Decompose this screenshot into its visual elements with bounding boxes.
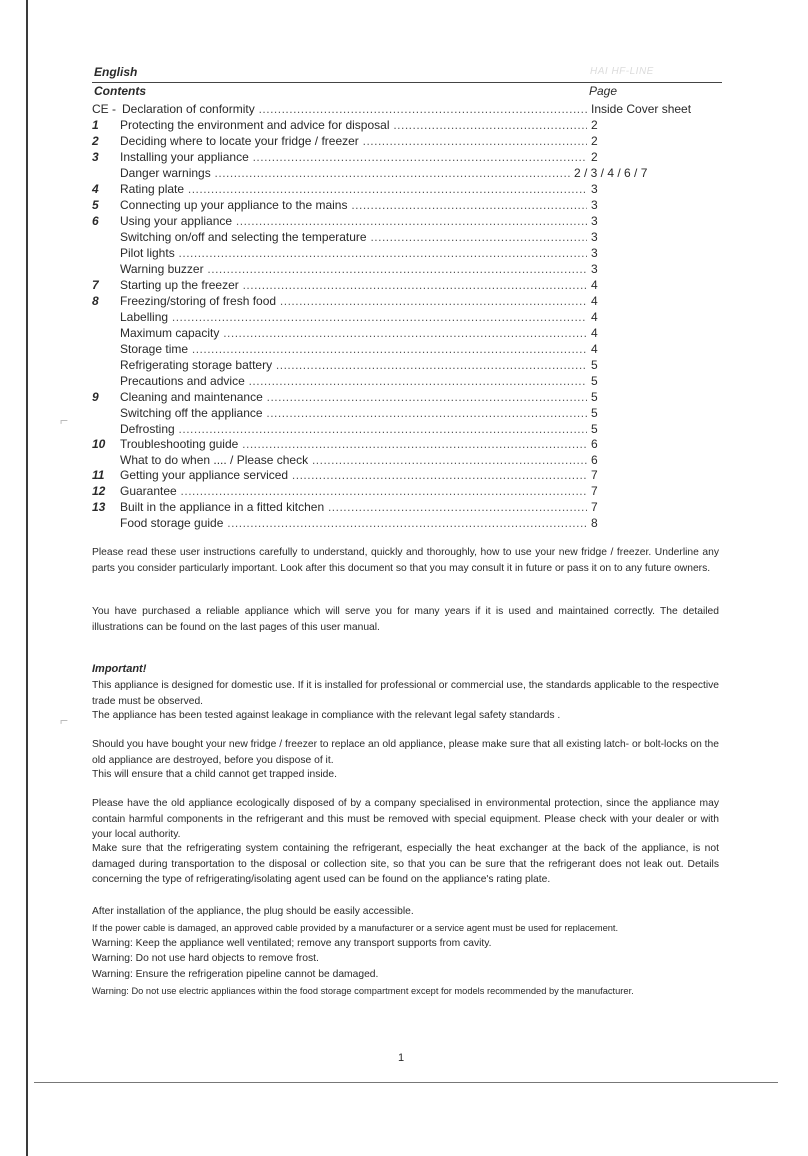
toc-entry-title: Food storage guide ..... bbox=[120, 515, 587, 531]
toc-entry bbox=[92, 325, 732, 341]
toc-entry-title: Switching off the appliance ..... bbox=[120, 405, 587, 421]
toc-entry-title: Cleaning and maintenance ..... bbox=[120, 389, 587, 405]
toc-entry bbox=[92, 229, 732, 245]
toc-entry-page: 4 bbox=[591, 278, 598, 292]
toc-entry-number: 6 bbox=[92, 214, 99, 228]
toc-entry-number: 3 bbox=[92, 150, 99, 164]
toc-entry-title: Rating plate ..... bbox=[120, 181, 587, 197]
toc-entry-page: 4 bbox=[591, 294, 598, 308]
toc-entry bbox=[92, 515, 732, 531]
toc-entry-number: 7 bbox=[92, 278, 99, 292]
toc-entry bbox=[92, 181, 732, 197]
brand-watermark: HAI HF-LINE bbox=[590, 66, 654, 77]
toc-entry-title: Getting your appliance serviced ..... bbox=[120, 467, 587, 483]
toc-entry-number: 4 bbox=[92, 182, 99, 196]
warning-power-cable: If the power cable is damaged, an approved cable provided by a manufacturer or a service agent must be used for replacement. bbox=[92, 923, 619, 933]
toc-entry-number: 9 bbox=[92, 390, 99, 404]
toc-entry bbox=[92, 341, 732, 357]
toc-entry-number: CE - bbox=[92, 102, 116, 116]
important-paragraph-4: Make sure that the refrigerating system containing the refrigerant, especially the heat exchanger at the back of the appliance, is not damaged during transportation to the disposal or collection site, so that you can be sure that the refrigerant does not leak out. Details concerning the type of refrigerating/isolating agent used can be found on the appliance's rating plate. bbox=[92, 843, 719, 885]
toc-entry bbox=[92, 389, 732, 405]
warning-electric-appliances: Warning: Do not use electric appliances within the food storage compartment except for models recommended by the manufacturer. bbox=[92, 986, 634, 996]
toc-entry-number: 12 bbox=[92, 484, 106, 498]
toc-entry-page: Inside Cover sheet bbox=[591, 102, 692, 116]
toc-entry-number: 10 bbox=[92, 437, 106, 451]
intro-paragraph-2: You have purchased a reliable appliance which will serve you for many years if it is used and maintained correctly. The detailed illustrations can be found on the last pages of this user manual. bbox=[92, 606, 719, 633]
important-paragraph-2b: This will ensure that a child cannot get trapped inside. bbox=[92, 769, 337, 780]
toc-entry bbox=[92, 499, 732, 515]
toc-entry bbox=[92, 133, 732, 149]
contents-heading: Contents bbox=[94, 84, 146, 98]
toc-entry bbox=[92, 101, 732, 117]
toc-entry-page: 7 bbox=[591, 484, 598, 498]
toc-entry-page: 5 bbox=[591, 374, 598, 388]
toc-entry-title: Storage time ..... bbox=[120, 341, 587, 357]
toc-entry-page: 7 bbox=[591, 468, 598, 482]
toc-entry-title: Switching on/off and selecting the temperature ..... bbox=[120, 229, 587, 245]
toc-entry bbox=[92, 293, 732, 309]
pencil-mark: ⌐ bbox=[60, 712, 69, 728]
toc-entry bbox=[92, 261, 732, 277]
toc-entry bbox=[92, 245, 732, 261]
toc-entry-number: 5 bbox=[92, 198, 99, 212]
toc-entry bbox=[92, 117, 732, 133]
toc-entry bbox=[92, 357, 732, 373]
toc-entry-title: Declaration of conformity ..... bbox=[122, 101, 587, 117]
toc-entry-page: 5 bbox=[591, 390, 598, 404]
toc-entry-title: Protecting the environment and advice for disposal ..... bbox=[120, 117, 587, 133]
toc-entry-title: Installing your appliance ..... bbox=[120, 149, 587, 165]
toc-entry-title: Labelling ..... bbox=[120, 309, 587, 325]
toc-entry-page: 3 bbox=[591, 262, 598, 276]
binding-edge-line bbox=[26, 0, 28, 1156]
toc-entry-page: 2 / 3 / 4 / 6 / 7 bbox=[574, 166, 648, 180]
toc-entry bbox=[92, 405, 732, 421]
toc-entry-title: Warning buzzer ..... bbox=[120, 261, 587, 277]
toc-entry-page: 3 bbox=[591, 182, 598, 196]
toc-entry-number: 2 bbox=[92, 134, 99, 148]
header-divider bbox=[92, 82, 722, 83]
toc-entry-page: 4 bbox=[591, 326, 598, 340]
language-label: English bbox=[94, 65, 138, 79]
toc-entry-page: 8 bbox=[591, 516, 598, 530]
footer-divider bbox=[34, 1082, 778, 1083]
toc-entry-title: Danger warnings ..... bbox=[120, 165, 570, 181]
toc-entry-title: Pilot lights ..... bbox=[120, 245, 587, 261]
toc-entry-page: 3 bbox=[591, 246, 598, 260]
toc-entry-page: 6 bbox=[591, 437, 598, 451]
toc-entry-number: 11 bbox=[92, 468, 105, 482]
toc-entry-page: 6 bbox=[591, 453, 598, 467]
warning-pipeline: Warning: Ensure the refrigeration pipeline cannot be damaged. bbox=[92, 969, 379, 980]
toc-entry bbox=[92, 452, 732, 468]
toc-entry bbox=[92, 309, 732, 325]
toc-entry-page: 3 bbox=[591, 230, 598, 244]
toc-entry-page: 2 bbox=[591, 134, 598, 148]
toc-entry-title: Defrosting ..... bbox=[120, 421, 587, 437]
toc-entry-title: Starting up the freezer ..... bbox=[120, 277, 587, 293]
toc-entry bbox=[92, 197, 732, 213]
important-paragraph-3: Please have the old appliance ecologically disposed of by a company specialised in environmental protection, since the appliance may contain harmful components in the refrigerant and this must be removed with special equipment. Please check with your dealer or with your local authority. bbox=[92, 798, 719, 840]
toc-entry bbox=[92, 483, 732, 499]
warning-ventilation: Warning: Keep the appliance well ventilated; remove any transport supports from cavity. bbox=[92, 938, 492, 949]
toc-entry-page: 4 bbox=[591, 342, 598, 356]
page-number: 1 bbox=[398, 1052, 405, 1064]
toc-entry-number: 8 bbox=[92, 294, 99, 308]
toc-entry-title: Built in the appliance in a fitted kitchen ..... bbox=[120, 499, 587, 515]
toc-entry-page: 5 bbox=[591, 406, 598, 420]
toc-entry-title: Using your appliance ..... bbox=[120, 213, 587, 229]
toc-entry bbox=[92, 436, 732, 452]
toc-entry bbox=[92, 213, 732, 229]
intro-paragraph-1: Please read these user instructions carefully to understand, quickly and thoroughly, how to use your new fridge / freezer. Underline any parts you consider particularly important. Look after this document so that you may consult it in future or pass it on to any future owners. bbox=[92, 547, 719, 574]
toc-entry-title: Troubleshooting guide ..... bbox=[120, 436, 587, 452]
toc-entry-title: Precautions and advice ..... bbox=[120, 373, 587, 389]
toc-entry-page: 4 bbox=[591, 310, 598, 324]
warning-plug-accessible: After installation of the appliance, the plug should be easily accessible. bbox=[92, 906, 414, 917]
toc-entry-number: 1 bbox=[92, 118, 99, 132]
important-paragraph-1: This appliance is designed for domestic use. If it is installed for professional or commercial use, the standards applicable to the respective trade must be observed. bbox=[92, 680, 719, 707]
important-paragraph-2: Should you have bought your new fridge / freezer to replace an old appliance, please make sure that all existing latch- or bolt-locks on the old appliance are destroyed, before you dispose of it. bbox=[92, 739, 719, 766]
toc-entry-page: 5 bbox=[591, 422, 598, 436]
toc-entry bbox=[92, 373, 732, 389]
toc-entry-page: 2 bbox=[591, 118, 598, 132]
toc-entry bbox=[92, 149, 732, 165]
toc-entry bbox=[92, 421, 732, 437]
toc-entry-title: Refrigerating storage battery ..... bbox=[120, 357, 587, 373]
pencil-mark: ⌐ bbox=[60, 412, 69, 428]
toc-entry-page: 7 bbox=[591, 500, 598, 514]
toc-entry-page: 2 bbox=[591, 150, 598, 164]
toc-entry bbox=[92, 277, 732, 293]
toc-entry-title: What to do when .... / Please check ..... bbox=[120, 452, 587, 468]
toc-entry-page: 3 bbox=[591, 214, 598, 228]
toc-entry-title: Deciding where to locate your fridge / freezer ..... bbox=[120, 133, 587, 149]
toc-entry-title: Guarantee ..... bbox=[120, 483, 587, 499]
toc-entry-title: Freezing/storing of fresh food ..... bbox=[120, 293, 587, 309]
important-heading: Important! bbox=[92, 663, 147, 675]
toc-entry-title: Connecting up your appliance to the mains ..... bbox=[120, 197, 587, 213]
toc-entry-number: 13 bbox=[92, 500, 106, 514]
toc-entry-title: Maximum capacity ..... bbox=[120, 325, 587, 341]
warning-hard-objects: Warning: Do not use hard objects to remove frost. bbox=[92, 953, 319, 964]
important-paragraph-1b: The appliance has been tested against leakage in compliance with the relevant legal safety standards . bbox=[92, 710, 561, 721]
toc-entry bbox=[92, 165, 732, 181]
toc-entry-page: 3 bbox=[591, 198, 598, 212]
toc-entry-page: 5 bbox=[591, 358, 598, 372]
toc-entry bbox=[92, 467, 732, 483]
page-column-heading: Page bbox=[589, 84, 618, 98]
